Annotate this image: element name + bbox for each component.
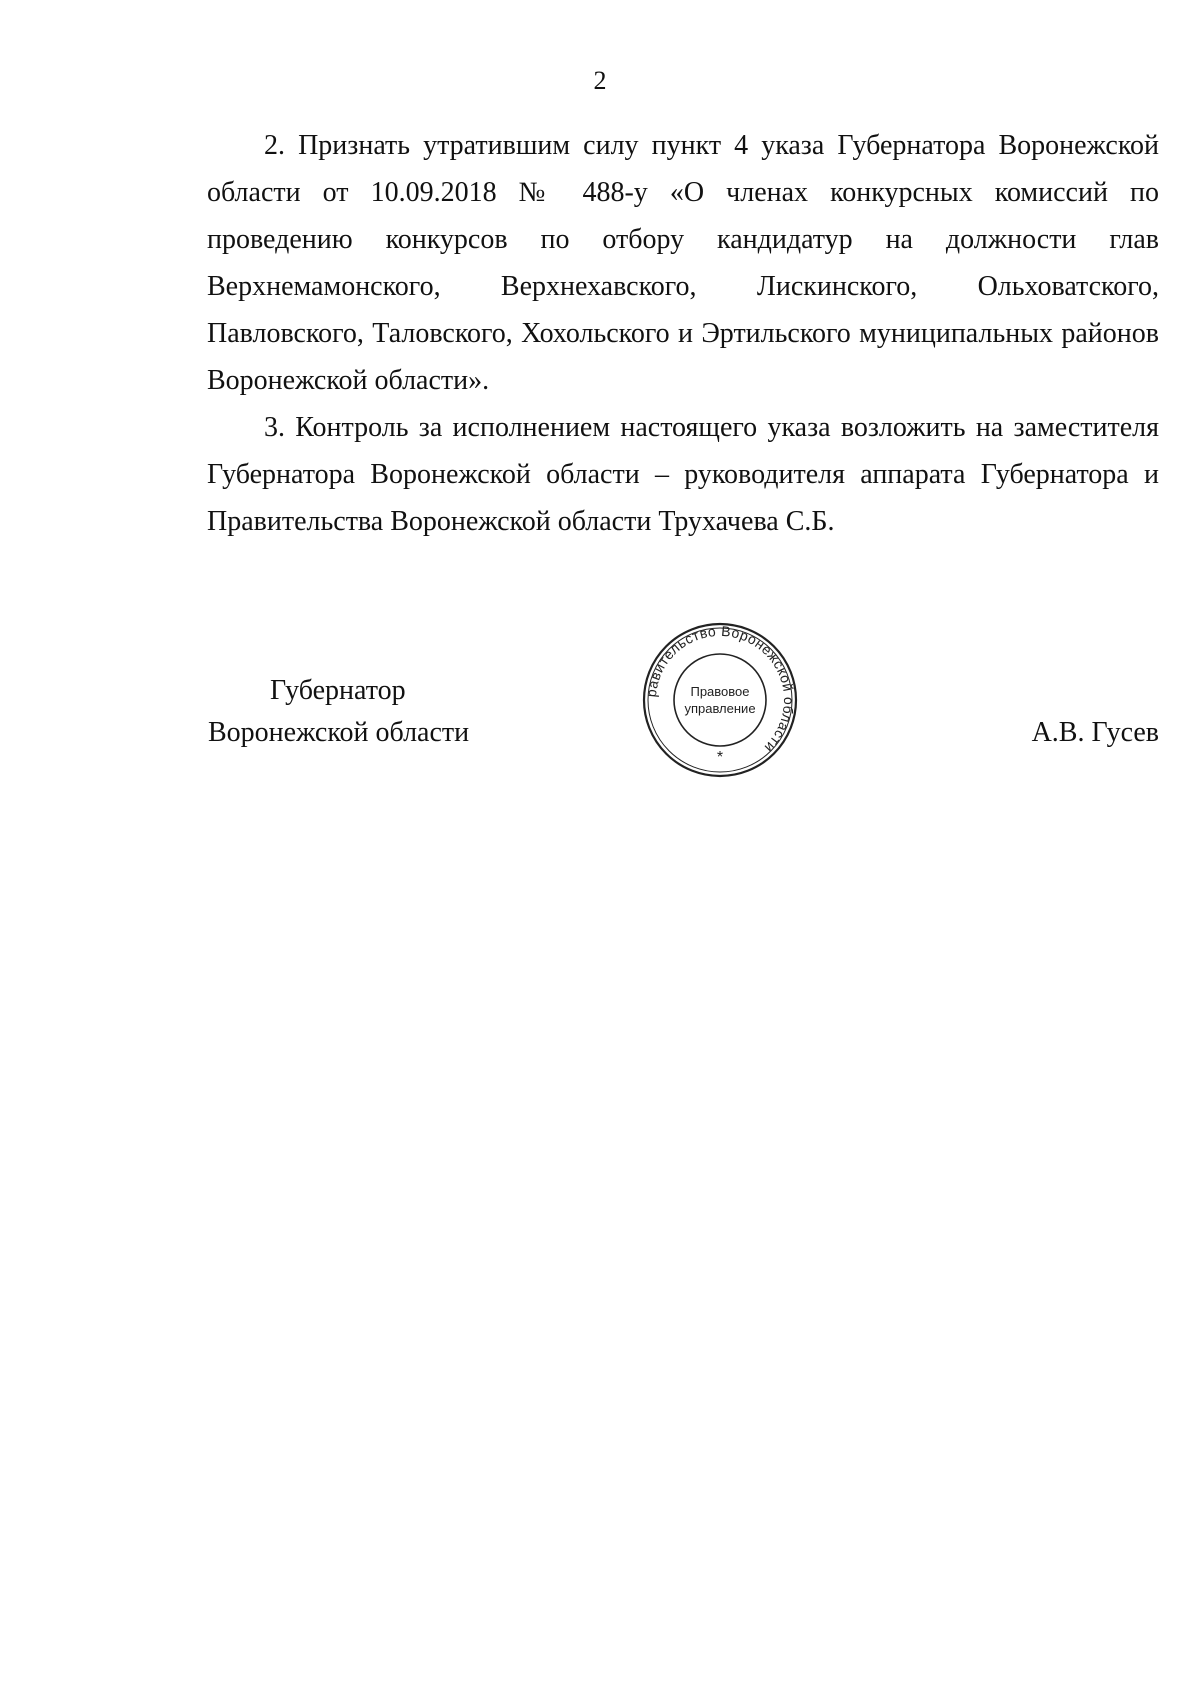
seal-ring-text: равительство Воронежской области [642,622,798,757]
official-seal-stamp [640,620,800,780]
page-number: 2 [593,66,607,95]
document-body [207,122,1159,545]
seal-star: * [716,749,724,766]
seal-center-line1: Правовое [690,684,750,699]
seal-center-line2: управление [684,701,756,716]
signatory-title-line2: Воронежской области [208,717,470,748]
signatory-title-line1: Губернатор [270,675,406,706]
signature-block [0,670,1200,810]
signatory-name: А.В. Гусев [1031,717,1159,748]
paragraph-3: 3. Контроль за исполнением настоящего указа возложить на заместителя Губернатора Воронежской области – руководителя аппарата Губернатора и Правительства Воронежской области Трухачева С.Б. [207,412,1159,537]
seal-icon [640,620,800,780]
signatory-title [208,670,469,754]
paragraph-2: 2. Признать утратившим силу пункт 4 указа Губернатора Воронежской области от 10.09.2018 № 488-у «О членах конкурсных комиссий по проведению конкурсов по отбору кандидатур на должности глав Верхнемамонского, Верхнехавского, Лискинского, Ольховатского, Павловского, Таловского, Хохольского и Эртильского муниципальных районов Воронежской области». [207,130,1159,396]
